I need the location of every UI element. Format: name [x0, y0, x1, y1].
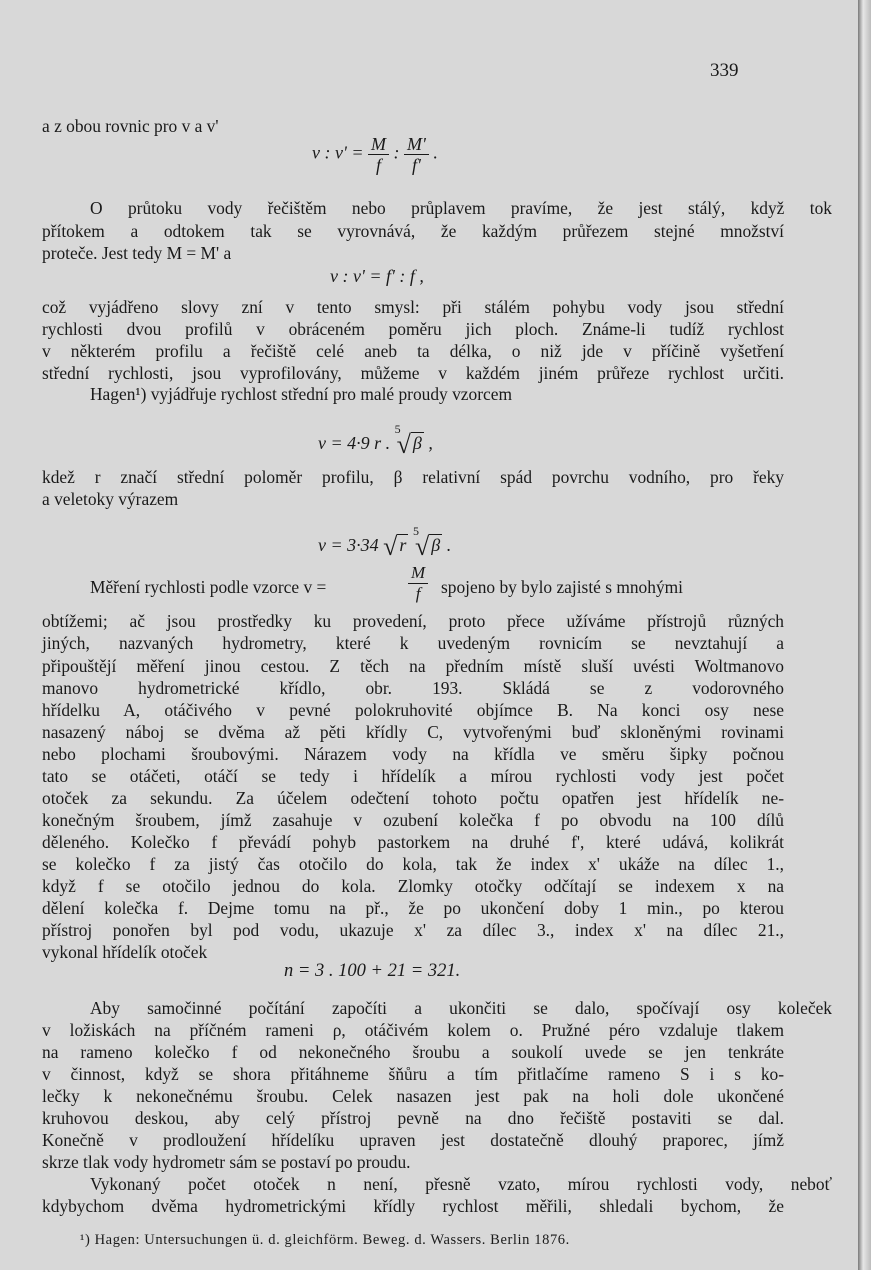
equation-velocity-area: v : v' = f' : f ,	[330, 266, 424, 286]
text-line: lečky k nekonečnému šroubu. Celek nasazen jest pak na holi dole ukončené	[42, 1086, 784, 1106]
text-line: střední rychlosti, jsou vyprofilovány, můžeme v každém jiném průřeze rychlost určiti.	[42, 363, 784, 383]
text-line: nebo plochami šroubovými. Nárazem vody na křídla ve směru šipky počnou	[42, 744, 784, 764]
fraction-numerator: M'	[404, 134, 429, 155]
text-line: Měření rychlosti podle vzorce v =	[90, 577, 327, 597]
eq1-sep: :	[393, 142, 400, 163]
text-line: jiných, nazvaných hydrometry, které k uvedeným rovnicím se nevztahují a	[42, 633, 784, 653]
text-line: a veletoky výrazem	[42, 489, 179, 509]
text-line: děleného. Kolečko f převádí pohyb pastorkem na druhé f', které udává, kolikrát	[42, 832, 784, 852]
text-line: Vykonaný počet otoček n není, přesně vzato, mírou rychlosti vody, neboť	[90, 1174, 832, 1194]
text-line: proteče. Jest tedy M = M' a	[42, 243, 232, 263]
text-line: hřídelku A, otáčivého v pevné polokruhovité objímce B. Na konci osy nese	[42, 700, 784, 720]
fraction-denominator: f'	[411, 155, 421, 175]
fraction-denominator: f	[375, 155, 381, 175]
eq3-end: ,	[428, 433, 433, 453]
text-line: Aby samočinné počítání započíti a ukončiti se dalo, spočívají osy koleček	[90, 998, 832, 1018]
text-line: přítokem a odtokem tak se vyrovnává, že každým průřezem stejné množství	[42, 221, 784, 241]
text-line: tato se otáčeti, otáčí se tedy i hřídelík a mírou rychlosti vody jest počet	[42, 766, 784, 786]
text-line: manovo hydrometrické křídlo, obr. 193. Skládá se z vodorovného	[42, 678, 784, 698]
radical-sign: √	[383, 532, 398, 561]
text-line: když f se otočilo jednou do kola. Zlomky otočky odčítají se indexem x na	[42, 876, 784, 896]
text-line: v některém profilu a řečiště celé aneb ta délka, o niž jde v příčině vyšetření	[42, 341, 784, 361]
equation-hagen-rivers	[318, 524, 451, 562]
text-line: skrze tlak vody hydrometr sám se postaví po proudu.	[42, 1152, 411, 1172]
footnote: ¹) Hagen: Untersuchungen ü. d. gleichförm. Beweg. d. Wassers. Berlin 1876.	[80, 1232, 570, 1248]
text-line: obtížemi; ač jsou prostředky ku provedení, proto přece užíváme přístrojů různých	[42, 611, 784, 631]
eq4-lhs: v = 3·34	[318, 535, 379, 555]
page-number: 339	[710, 60, 739, 81]
text-line: na rameno kolečko f od nekonečného šroubu a soukolí uvede se jen tenkráte	[42, 1042, 784, 1062]
fraction-denominator: f	[415, 584, 421, 603]
page-edge	[858, 0, 871, 1270]
text-line: vykonal hřídelík otoček	[42, 942, 208, 962]
fraction-numerator: M	[408, 563, 428, 584]
eq3-lhs: v = 4·9 r .	[318, 433, 391, 453]
text-line: přístroj ponořen byl pod vodu, ukazuje x' za dílec 3., index x' na dílec 21.,	[42, 920, 784, 940]
text-line: Hagen¹) vyjádřuje rychlost střední pro malé proudy vzorcem	[90, 384, 512, 404]
inline-fraction-m-over-f	[408, 563, 428, 604]
text-line: připouštějí měření jinou cestou. Z těch na předním místě sluší uvésti Woltmanovo	[42, 656, 784, 676]
text-line: konečným šroubem, jímž zasahuje v ozubení kolečka f po obvodu na 100 dílů	[42, 810, 784, 830]
text-line: kdež r značí střední poloměr profilu, β relativní spád povrchu vodního, pro řeky	[42, 467, 784, 487]
fraction-m-prime-over-f-prime	[404, 134, 429, 175]
fraction-m-over-f	[368, 134, 389, 175]
text-line: otoček za sekundu. Za účelem odečtení tohoto počtu opatřen jest hřídelík ne-	[42, 788, 784, 808]
fraction-numerator: M	[368, 134, 389, 155]
equation-hagen-small	[318, 422, 433, 460]
text-line: Konečně v prodloužení hřídelíku upraven jest dostatečně dlouhý praporec, jímž	[42, 1130, 784, 1150]
equation-ratio-flow	[312, 134, 438, 175]
text-line: kdybychom dvěma hydrometrickými křídly rychlost měřili, shledali bychom, že	[42, 1196, 784, 1216]
text-line: nasazený náboj se dvěma až pěti křídly C, vytvořenými buď skloněnými rovinami	[42, 722, 784, 742]
root-index: 5	[412, 524, 419, 538]
text-line: dělení kolečka f. Dejme tomu na př., že po ukončení doby 1 min., po kterou	[42, 898, 784, 918]
text-line: v ložiskách na příčném rameni ρ, otáčivém kolem o. Pružné péro vzdaluje tlakem	[42, 1020, 784, 1040]
text-line: kruhovou deskou, aby celý přístroj pevně na dno řečiště postaviti se dal.	[42, 1108, 784, 1128]
radical-sign: √	[396, 430, 411, 459]
text-line: a z obou rovnic pro v a v'	[42, 116, 219, 136]
text-line: v činnost, když se shora přitáhneme šňůru a tím přitlačíme rameno S i s ko-	[42, 1064, 784, 1084]
text-line: spojeno by bylo zajisté s mnohými	[441, 577, 683, 597]
text-line: O průtoku vody řečištěm nebo průplavem pravíme, že jest stálý, když tok	[90, 198, 832, 218]
text-line: což vyjádřeno slovy zní v tento smysl: při stálém pohybu vody jsou střední	[42, 297, 784, 317]
radical-sign: √	[414, 532, 430, 561]
eq1-end: .	[433, 142, 438, 163]
radicand: β	[412, 433, 422, 453]
eq1-lhs: v : v' =	[312, 142, 364, 163]
eq4-end: .	[446, 535, 452, 555]
text-line: se kolečko f za jistý čas otočilo do kola, tak že index x' ukáže na dílec 1.,	[42, 854, 784, 874]
fraction	[408, 563, 428, 604]
root-index: 5	[394, 422, 401, 436]
equation-count: n = 3 . 100 + 21 = 321.	[284, 961, 461, 981]
text-line: rychlosti dvou profilů v obráceném poměru jich ploch. Známe-li tudíž rychlost	[42, 319, 784, 339]
radicand: β	[431, 535, 441, 555]
radicand: r	[399, 535, 407, 555]
